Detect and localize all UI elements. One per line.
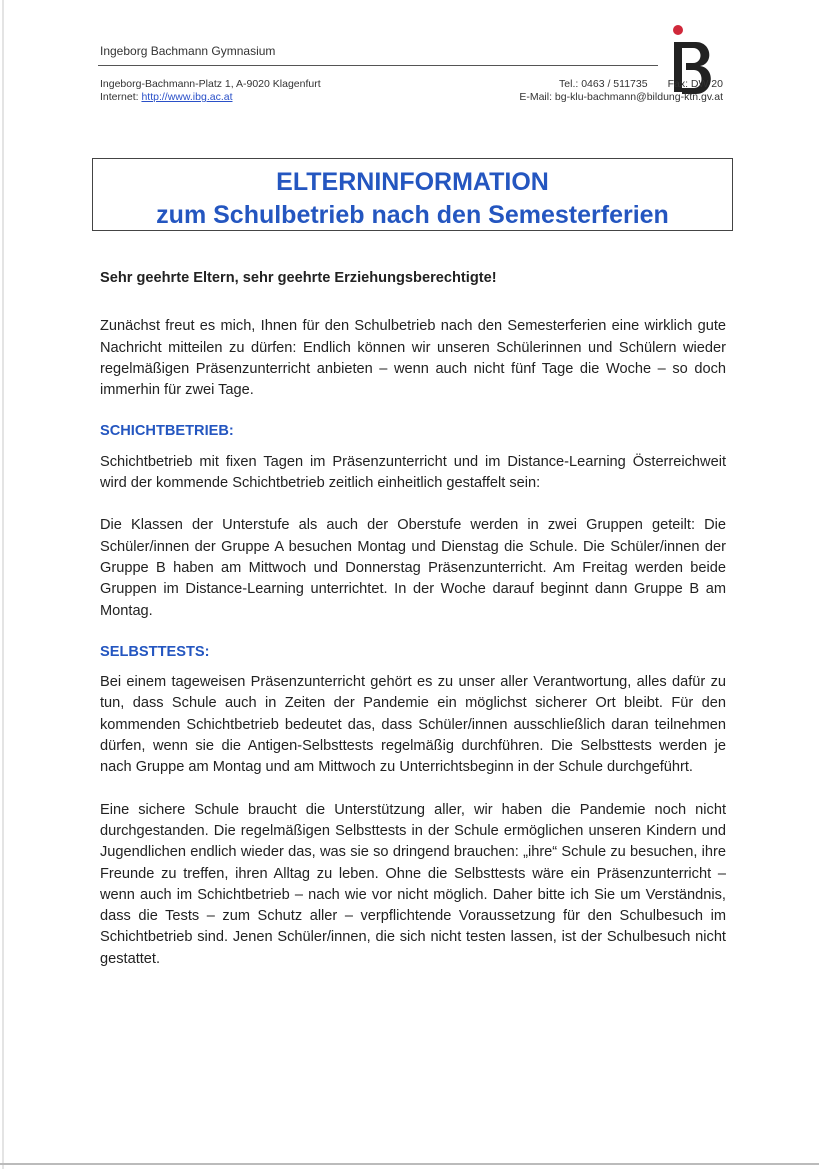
section-heading-schichtbetrieb: SCHICHTBETRIEB:	[100, 423, 234, 440]
letter-body	[100, 268, 726, 970]
phone-number: Tel.: 0463 / 511735	[559, 78, 648, 90]
school-name: Ingeborg Bachmann Gymnasium	[100, 44, 276, 58]
school-address: Ingeborg-Bachmann-Platz 1, A-9020 Klagenfurt	[100, 78, 321, 90]
salutation: Sehr geehrte Eltern, sehr geehrte Erziehungsberechtigte!	[100, 270, 497, 286]
header-divider	[98, 65, 658, 66]
selbsttests-paragraph-1: Bei einem tageweisen Präsenzunterricht gehört es zu unser aller Verantwortung, alles dafür zu tun, dass Schule auch in Zeiten der Pandemie ein möglichst sicherer Ort bleibt. Für den kommenden Schichtbetrieb bedeutet das, dass Schüler/innen ausschließlich daran teilnehmen dürfen, wenn sie die Antigen-Selbsttests regelmäßig durchführen. Die Selbsttests werden je nach Gruppe am Montag und am Mittwoch zu Unterrichtsbeginn in der Schule durchgeführt.	[100, 674, 726, 776]
website-link[interactable]: http://www.ibg.ac.at	[141, 91, 233, 103]
email-address: E-Mail: bg-klu-bachmann@bildung-ktn.gv.at	[519, 91, 723, 103]
intro-paragraph: Zunächst freut es mich, Ihnen für den Schulbetrieb nach den Semesterferien eine wirklich gute Nachricht mitteilen zu dürfen: Endlich können wir unseren Schülerinnen und Schülern wieder regelmäßigen Präsenzunterricht anbieten – wenn auch nicht fünf Tage die Woche – so doch immerhin für zwei Tage.	[100, 318, 726, 399]
fax-number: Fax: DW 20	[667, 78, 723, 90]
internet-line	[100, 91, 321, 104]
scan-edge	[2, 0, 4, 1169]
schichtbetrieb-paragraph-2: Die Klassen der Unterstufe als auch der Oberstufe werden in zwei Gruppen geteilt: Die Schüler/innen der Gruppe A besuchen Montag und Dienstag die Schule. Die Schüler/innen der Gruppe B haben am Mittwoch und Donnerstag Präsenzunterricht. Am Freitag werden beide Gruppen im Distance-Learning unterrichtet. In der Woche darauf beginnt dann Gruppe B am Montag.	[100, 517, 726, 619]
page-bottom-edge	[0, 1163, 819, 1165]
phone-fax-line	[460, 78, 723, 91]
document-title: ELTERNINFORMATION	[276, 168, 549, 196]
school-address-block	[100, 78, 321, 104]
internet-label: Internet:	[100, 91, 142, 103]
document-subtitle: zum Schulbetrieb nach den Semesterferien	[156, 201, 669, 229]
contact-block	[460, 78, 723, 104]
selbsttests-paragraph-2: Eine sichere Schule braucht die Unterstützung aller, wir haben die Pandemie noch nicht durchgestanden. Die regelmäßigen Selbsttests in der Schule ermöglichen unseren Kindern und Jugendlichen endlich wieder das, was sie so dringend brauchen: „ihre“ Schule zu besuchen, ihre Freunde zu treffen, ihren Alltag zu leben. Ohne die Selbsttests wäre ein Präsenzunterricht – wenn auch im Schichtbetrieb – nach wie vor nicht möglich. Daher bitte ich Sie um Verständnis, dass die Tests – zum Schutz aller – verpflichtende Voraussetzung für den Schulbesuch im Schichtbetrieb sind. Jenen Schüler/innen, die sich nicht testen lassen, ist der Schulbesuch nicht gestattet.	[100, 801, 726, 967]
section-heading-selbsttests: SELBSTTESTS:	[100, 643, 210, 660]
schichtbetrieb-paragraph-1: Schichtbetrieb mit fixen Tagen im Präsenzunterricht und im Distance-Learning Österreichweit wird der kommende Schichtbetrieb zeitlich einheitlich gestaffelt sein:	[100, 453, 726, 492]
